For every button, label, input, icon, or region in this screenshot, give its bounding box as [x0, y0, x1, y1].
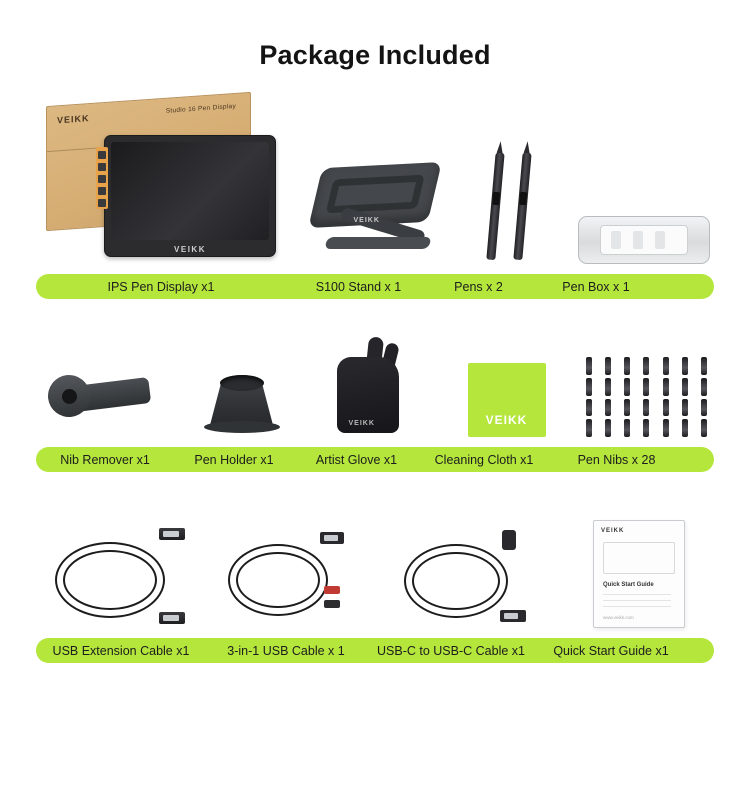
cable-coil-inner: [236, 552, 320, 608]
pen-nibs-image: [582, 357, 712, 437]
carton-model-label: Studio 16 Pen Display: [165, 102, 236, 115]
rca-black-connector: [324, 600, 340, 608]
glove-brand-label: VEIKK: [348, 420, 375, 427]
pen-nibs-grid: [582, 357, 712, 437]
package-item-pens: [463, 144, 558, 264]
nib-remover-hole: [62, 389, 77, 404]
stylus-pens-image: [471, 144, 551, 264]
label-cleaning-cloth: Cleaning Cloth x1: [434, 452, 534, 467]
package-item-cleaning-cloth: [442, 363, 572, 437]
package-item-usb-extension-cable: [36, 528, 206, 628]
label-3-in-1-usb-cable: 3-in-1 USB Cable x 1: [227, 643, 345, 658]
usb-a-plug-bottom: [159, 612, 185, 624]
cable-coil-inner: [412, 552, 500, 610]
label-pen-holder: Pen Holder x1: [194, 452, 274, 467]
guide-cover: [593, 520, 685, 628]
label-pen-box: Pen Box x 1: [562, 279, 630, 294]
package-item-pen-box: [574, 216, 714, 264]
artist-glove-image: [329, 337, 415, 437]
label-bar-row-2: [36, 447, 714, 472]
label-usb-extension-cable: USB Extension Cable x1: [52, 643, 190, 658]
label-nib-remover: Nib Remover x1: [60, 452, 150, 467]
page-title: Package Included: [259, 40, 491, 70]
cleaning-cloth-image: [468, 363, 546, 437]
cable-coil-inner: [63, 550, 157, 610]
label-pen-nibs: Pen Nibs x 28: [577, 452, 656, 467]
label-ips-pen-display: IPS Pen Display x1: [107, 279, 215, 294]
package-item-artist-glove: [309, 337, 434, 437]
nib-remover-image: [50, 357, 160, 437]
stand-brand-label: VEIKK: [353, 217, 380, 224]
three-in-one-usb-cable-image: [220, 528, 370, 628]
label-s100-stand: S100 Stand x 1: [315, 279, 402, 294]
pen-display-screen: [111, 142, 269, 240]
package-item-nib-remover: [36, 357, 174, 437]
usb-a-plug-top: [159, 528, 185, 540]
stylus-pen-2: [513, 152, 531, 260]
cloth-brand-label: VEIKK: [485, 413, 528, 427]
package-item-s100-stand: [302, 159, 447, 264]
usb-extension-cable-image: [41, 528, 201, 628]
usb-c-cable-image: [390, 528, 550, 628]
express-keys-strip: [96, 147, 108, 209]
package-item-ips-pen-display: [36, 99, 286, 264]
label-usb-c-cable: USB-C to USB-C Cable x1: [377, 643, 525, 658]
laptop-stand-image: [310, 159, 440, 264]
guide-illustration: [603, 542, 675, 574]
carton-brand-label: VEIKK: [57, 113, 90, 126]
label-bar-row-1: [36, 274, 714, 299]
package-item-usb-c-cable: [385, 528, 555, 628]
guide-brand-label: VEIKK: [600, 528, 625, 534]
package-row-2: [0, 337, 750, 472]
rca-red-connector: [324, 586, 340, 594]
package-item-3-in-1-usb-cable: [215, 528, 375, 628]
label-bar-row-3: [36, 638, 714, 663]
label-quick-start-guide: Quick Start Guide x1: [553, 643, 669, 658]
usb-c-plug-straight: [500, 610, 526, 622]
package-item-pen-nibs: [579, 357, 714, 437]
pen-display-device: [104, 135, 276, 257]
pen-box-tray: [600, 225, 688, 255]
stylus-pen-1: [486, 152, 504, 260]
pen-holder-image: [196, 367, 288, 437]
package-row-1: [0, 99, 750, 299]
package-item-quick-start-guide: [564, 520, 714, 628]
pen-holder-base: [204, 421, 280, 433]
package-item-pen-holder: [182, 367, 302, 437]
label-pens: Pens x 2: [454, 279, 503, 294]
package-row-3: [0, 520, 750, 663]
usb-c-plug-angled: [502, 530, 516, 550]
usb-a-plug: [320, 532, 344, 544]
guide-footnote: www.veikk.com: [602, 615, 634, 620]
pen-display-brand-label: VEIKK: [174, 245, 206, 254]
pen-display-in-box-image: [46, 99, 276, 264]
pen-holder-opening: [220, 375, 264, 391]
pen-box-image: [578, 216, 710, 264]
package-contents: [0, 99, 750, 663]
label-artist-glove: Artist Glove x1: [315, 452, 398, 467]
guide-title-label: Quick Start Guide: [602, 582, 654, 588]
stand-base: [324, 237, 431, 249]
quick-start-guide-image: [593, 520, 685, 628]
